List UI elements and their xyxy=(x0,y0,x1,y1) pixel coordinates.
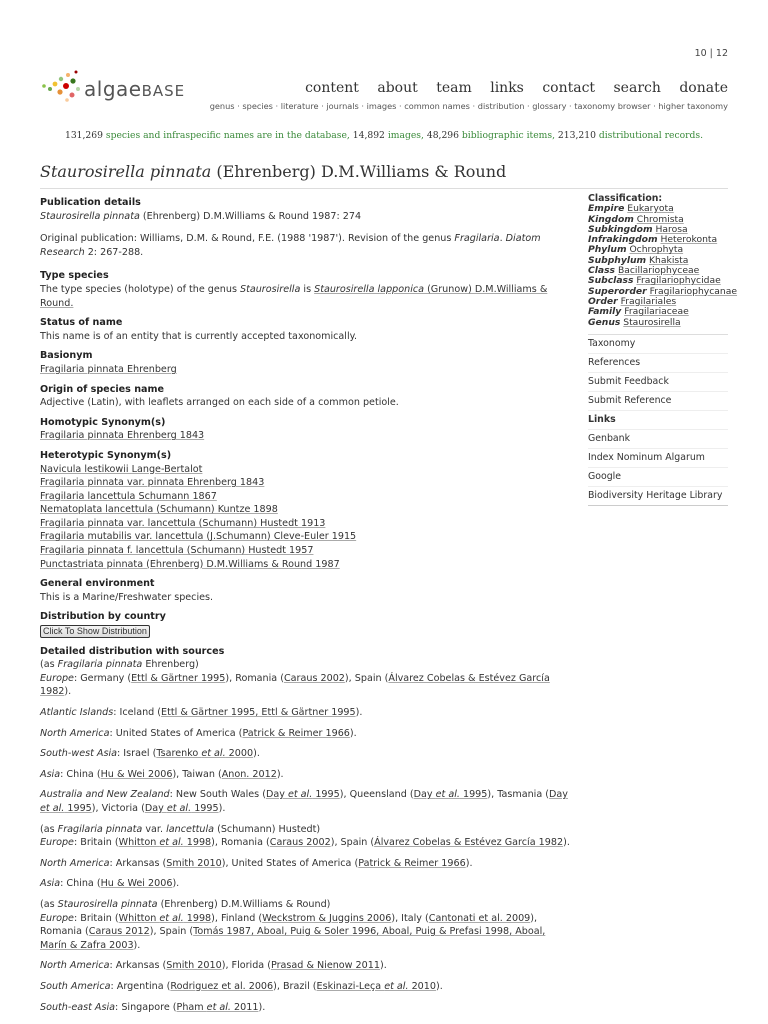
nav-team[interactable]: team xyxy=(436,80,472,96)
type-species-text: The type species (holotype) of the genus Staurosirella is Staurosirella lapponica (Grunow) D.M.Williams & Round. xyxy=(40,283,548,309)
distribution-row: North America: Arkansas (Smith 2010), United States of America (Patrick & Reimer 1966). xyxy=(40,857,473,869)
basionym-section xyxy=(40,349,572,376)
taxon-link[interactable]: Bacillariophyceae xyxy=(617,265,700,277)
classification-heading: Classification: xyxy=(588,193,663,204)
heterotypic-section xyxy=(40,449,572,571)
taxon-link[interactable]: Fragilariaceae xyxy=(624,306,689,318)
classification-row: Class Bacillariophyceae xyxy=(588,265,700,277)
sidebar-item-bhl[interactable]: Biodiversity Heritage Library xyxy=(588,487,728,506)
as-name-note: (as Fragilaria pinnata Ehrenberg) xyxy=(40,659,199,671)
classification-row: Family Fragilariaceae xyxy=(588,306,689,318)
as-name-note: (as Fragilaria pinnata var. lancettula (Schumann) Hustedt) xyxy=(40,823,321,835)
classification-row: Infrakingdom Heterokonta xyxy=(588,234,718,246)
detailed-distribution-section xyxy=(40,645,572,1014)
page-counter: 10 | 12 xyxy=(694,48,728,59)
sidebar xyxy=(588,193,738,506)
sidebar-menu xyxy=(588,334,728,506)
section-heading: General environment xyxy=(40,578,155,590)
synonym-link[interactable]: Punctastriata pinnata (Ehrenberg) D.M.Williams & Round 1987 xyxy=(40,558,340,570)
distribution-row: Australia and New Zealand: New South Wales (Day et al. 1995), Queensland (Day et al. 1995), Tasmania (Day et al. 1995), Victoria (Day et al. 1995). xyxy=(40,789,568,814)
taxon-link[interactable]: Ochrophyta xyxy=(629,244,684,256)
distribution-row: Asia: China (Hu & Wei 2006). xyxy=(40,878,180,890)
synonym-link[interactable]: Navicula lestikowii Lange-Bertalot xyxy=(40,463,203,475)
section-heading: Status of name xyxy=(40,317,123,329)
taxon-link[interactable]: Heterokonta xyxy=(660,234,718,246)
reference-link[interactable]: Eskinazi-Leça et al. 2010 xyxy=(316,980,436,992)
nav-content[interactable]: content xyxy=(305,80,359,96)
environment-text: This is a Marine/Freshwater species. xyxy=(40,591,214,603)
reference-link[interactable]: Prasad & Nienow 2011 xyxy=(270,960,380,972)
section-heading: Detailed distribution with sources xyxy=(40,645,225,657)
classification-row: Empire Eukaryota xyxy=(588,203,674,215)
environment-section xyxy=(40,577,572,604)
status-text: This name is of an entity that is currently accepted taxonomically. xyxy=(40,330,357,342)
classification-row: Genus Staurosirella xyxy=(588,316,681,328)
dots-logo-icon xyxy=(40,68,84,108)
distribution-row: South America: Argentina (Rodriguez et al. 2006), Brazil (Eskinazi-Leça et al. 2010). xyxy=(40,980,443,992)
taxon-link[interactable]: Chromista xyxy=(636,213,684,225)
title-divider xyxy=(40,188,728,189)
show-distribution-button[interactable]: Click To Show Distribution xyxy=(40,625,150,638)
nav-contact[interactable]: contact xyxy=(542,80,596,96)
original-publication: Original publication: Williams, D.M. & Round, F.E. (1988 '1987'). Revision of the genus Fragilaria. Diatom Research 2: 267-288. xyxy=(40,233,541,258)
nav-about[interactable]: about xyxy=(377,80,418,96)
reference-link[interactable]: Smith 2010 xyxy=(166,857,222,869)
database-stats: 131,269 species and infraspecific names are in the database, 14,892 images, 48,296 bibliographic items, 213,210 distributional records. xyxy=(64,130,704,141)
distribution-row: Europe: Britain (Whitton et al. 1998), Finland (Weckstrom & Juggins 2006), Italy (Cantonati et al. 2009), Romania (Caraus 2012), Spain (Tomás 1987, Aboal, Puig & Soler 1996, Aboal, Puig & Prefasi 1998, Aboal, Marín & Zafra 2003). xyxy=(40,912,546,951)
section-heading: Origin of species name xyxy=(40,383,165,395)
synonym-link[interactable]: Fragilaria pinnata var. lancettula (Schumann) Hustedt 1913 xyxy=(40,517,326,529)
reference-link[interactable]: Álvarez Cobelas & Estévez García 1982 xyxy=(374,837,564,849)
reference-link[interactable]: Tsarenko et al. 2000 xyxy=(156,748,254,760)
section-heading: Basionym xyxy=(40,350,93,362)
reference-link[interactable]: Day et al. 1995 xyxy=(144,802,219,814)
synonym-link[interactable]: Fragilaria pinnata f. lancettula (Schumann) Hustedt 1957 xyxy=(40,545,314,557)
reference-link[interactable]: Álvarez Cobelas & Estévez García 1982 xyxy=(40,672,550,698)
reference-link[interactable]: Day et al. 1995 xyxy=(40,789,568,814)
sub-nav[interactable]: genus · species · literature · journals · images · common names · distribution · glossary · taxonomy browser · higher taxonomy xyxy=(209,101,728,111)
origin-section xyxy=(40,383,572,410)
main-nav xyxy=(291,80,728,96)
reference-link[interactable]: Hu & Wei 2006 xyxy=(100,768,173,780)
taxon-link[interactable]: Fragilariophycanae xyxy=(649,285,738,297)
homotypic-section xyxy=(40,416,572,443)
sidebar-item-genbank[interactable]: Genbank xyxy=(588,430,728,449)
classification-row: Kingdom Chromista xyxy=(588,213,684,225)
reference-link[interactable]: Ettl & Gärtner 1995, Ettl & Gärtner 1995 xyxy=(161,707,356,718)
taxon-link[interactable]: Fragilariophycidae xyxy=(636,275,721,287)
sidebar-item-index-nominum[interactable]: Index Nominum Algarum xyxy=(588,449,728,468)
classification-row: Phylum Ochrophyta xyxy=(588,244,684,256)
reference-link[interactable]: Ettl & Gärtner 1995 xyxy=(131,672,226,684)
publication-section xyxy=(40,196,572,259)
synonym-link[interactable]: Nematoplata lancettula (Schumann) Kuntze 1898 xyxy=(40,504,278,516)
classification-row: Subkingdom Harosa xyxy=(588,223,688,235)
reference-link[interactable]: Anon. 2012 xyxy=(221,768,277,780)
taxon-link[interactable]: Eukaryota xyxy=(627,203,674,215)
nav-links[interactable]: links xyxy=(490,80,524,96)
nav-search[interactable]: search xyxy=(613,80,661,96)
reference-link[interactable]: Rodriguez et al. 2006 xyxy=(170,980,274,992)
distribution-row: South-west Asia: Israel (Tsarenko et al. 2000). xyxy=(40,748,260,760)
sidebar-item-google[interactable]: Google xyxy=(588,468,728,487)
publication-citation: Staurosirella pinnata (Ehrenberg) D.M.Williams & Round 1987: 274 xyxy=(40,210,362,222)
reference-link[interactable]: Caraus 2002 xyxy=(283,672,345,684)
distribution-row: North America: United States of America (Patrick & Reimer 1966). xyxy=(40,727,357,739)
homotypic-link[interactable]: Fragilaria pinnata Ehrenberg 1843 xyxy=(40,430,205,442)
distribution-section xyxy=(40,610,572,638)
distribution-row: Europe: Germany (Ettl & Gärtner 1995), Romania (Caraus 2002), Spain (Álvarez Cobelas & Estévez García 1982). xyxy=(40,672,550,698)
reference-link[interactable]: Whitton et al. 1998 xyxy=(118,912,212,924)
origin-text: Adjective (Latin), with leaflets arranged on each side of a common petiole. xyxy=(40,397,399,409)
section-heading: Distribution by country xyxy=(40,611,166,623)
classification-row: Superorder Fragilariophycanae xyxy=(588,285,738,297)
classification-row: Subclass Fragilariophycidae xyxy=(588,275,721,287)
type-species-section xyxy=(40,269,572,310)
distribution-row: Atlantic Islands: Iceland (Ettl & Gärtner 1995, Ettl & Gärtner 1995). xyxy=(40,707,363,718)
reference-link[interactable]: Patrick & Reimer 1966 xyxy=(242,727,350,739)
reference-link[interactable]: Day et al. 1995 xyxy=(265,789,340,801)
reference-link[interactable]: Day et al. 1995 xyxy=(413,789,488,801)
distribution-row: Europe: Britain (Whitton et al. 1998), Romania (Caraus 2002), Spain (Álvarez Cobelas & Estévez García 1982). xyxy=(40,837,570,849)
logo-wordmark: algaeBASE xyxy=(84,77,186,101)
links-heading: Links xyxy=(588,411,728,430)
sidebar-item-submit-feedback[interactable]: Submit Feedback xyxy=(588,373,728,392)
section-heading: Homotypic Synonym(s) xyxy=(40,416,166,428)
distribution-row: Asia: China (Hu & Wei 2006), Taiwan (Anon. 2012). xyxy=(40,768,284,780)
reference-link[interactable]: Cantonati et al. 2009 xyxy=(428,912,531,924)
taxon-link[interactable]: Harosa xyxy=(655,223,688,235)
sidebar-item-references[interactable]: References xyxy=(588,354,728,373)
reference-link[interactable]: Tomás 1987, Aboal, Puig & Soler 1996, Aboal, Puig & Prefasi 1998, Aboal, Marín & Zafra 2003 xyxy=(40,926,546,951)
taxon-link[interactable]: Fragilariales xyxy=(620,295,677,307)
reference-link[interactable]: Caraus 2002 xyxy=(269,837,331,849)
sidebar-item-submit-reference[interactable]: Submit Reference xyxy=(588,392,728,411)
classification-row: Subphylum Khakista xyxy=(588,254,689,266)
synonym-link[interactable]: Fragilaria mutabilis var. lancettula (J.Schumann) Cleve-Euler 1915 xyxy=(40,531,357,543)
reference-link[interactable]: Pham et al. 2011 xyxy=(176,1001,259,1013)
section-heading: Publication details xyxy=(40,197,141,208)
species-details xyxy=(40,196,572,1020)
section-heading: Heterotypic Synonym(s) xyxy=(40,449,172,461)
taxon-link[interactable]: Staurosirella xyxy=(623,316,681,328)
status-section xyxy=(40,316,572,343)
as-name-note: (as Staurosirella pinnata (Ehrenberg) D.M.Williams & Round) xyxy=(40,898,331,910)
type-species-link[interactable]: Staurosirella lapponica (Grunow) D.M.Williams & Round. xyxy=(40,283,548,309)
distribution-row: South-east Asia: Singapore (Pham et al. 2011). xyxy=(40,1001,266,1013)
section-heading: Type species xyxy=(40,270,109,282)
classification-row: Order Fragilariales xyxy=(588,295,677,307)
reference-link[interactable]: Hu & Wei 2006 xyxy=(100,878,173,890)
reference-link[interactable]: Patrick & Reimer 1966 xyxy=(358,857,466,869)
sidebar-item-taxonomy[interactable]: Taxonomy xyxy=(588,335,728,354)
basionym-link[interactable]: Fragilaria pinnata Ehrenberg xyxy=(40,363,177,375)
nav-donate[interactable]: donate xyxy=(679,80,728,96)
distribution-row: North America: Arkansas (Smith 2010), Florida (Prasad & Nienow 2011). xyxy=(40,960,387,972)
page-title: Staurosirella pinnata (Ehrenberg) D.M.Williams & Round xyxy=(40,162,507,181)
algaebase-logo[interactable] xyxy=(40,68,210,108)
classification-list xyxy=(588,203,738,328)
synonym-link[interactable]: Fragilaria pinnata var. pinnata Ehrenberg 1843 xyxy=(40,477,265,489)
reference-link[interactable]: Weckstrom & Juggins 2006 xyxy=(262,912,392,924)
synonym-link[interactable]: Fragilaria lancettula Schumann 1867 xyxy=(40,490,217,502)
reference-link[interactable]: Smith 2010 xyxy=(166,960,222,972)
taxon-link[interactable]: Khakista xyxy=(649,254,689,266)
reference-link[interactable]: Caraus 2012 xyxy=(88,926,150,938)
reference-link[interactable]: Whitton et al. 1998 xyxy=(118,837,212,849)
